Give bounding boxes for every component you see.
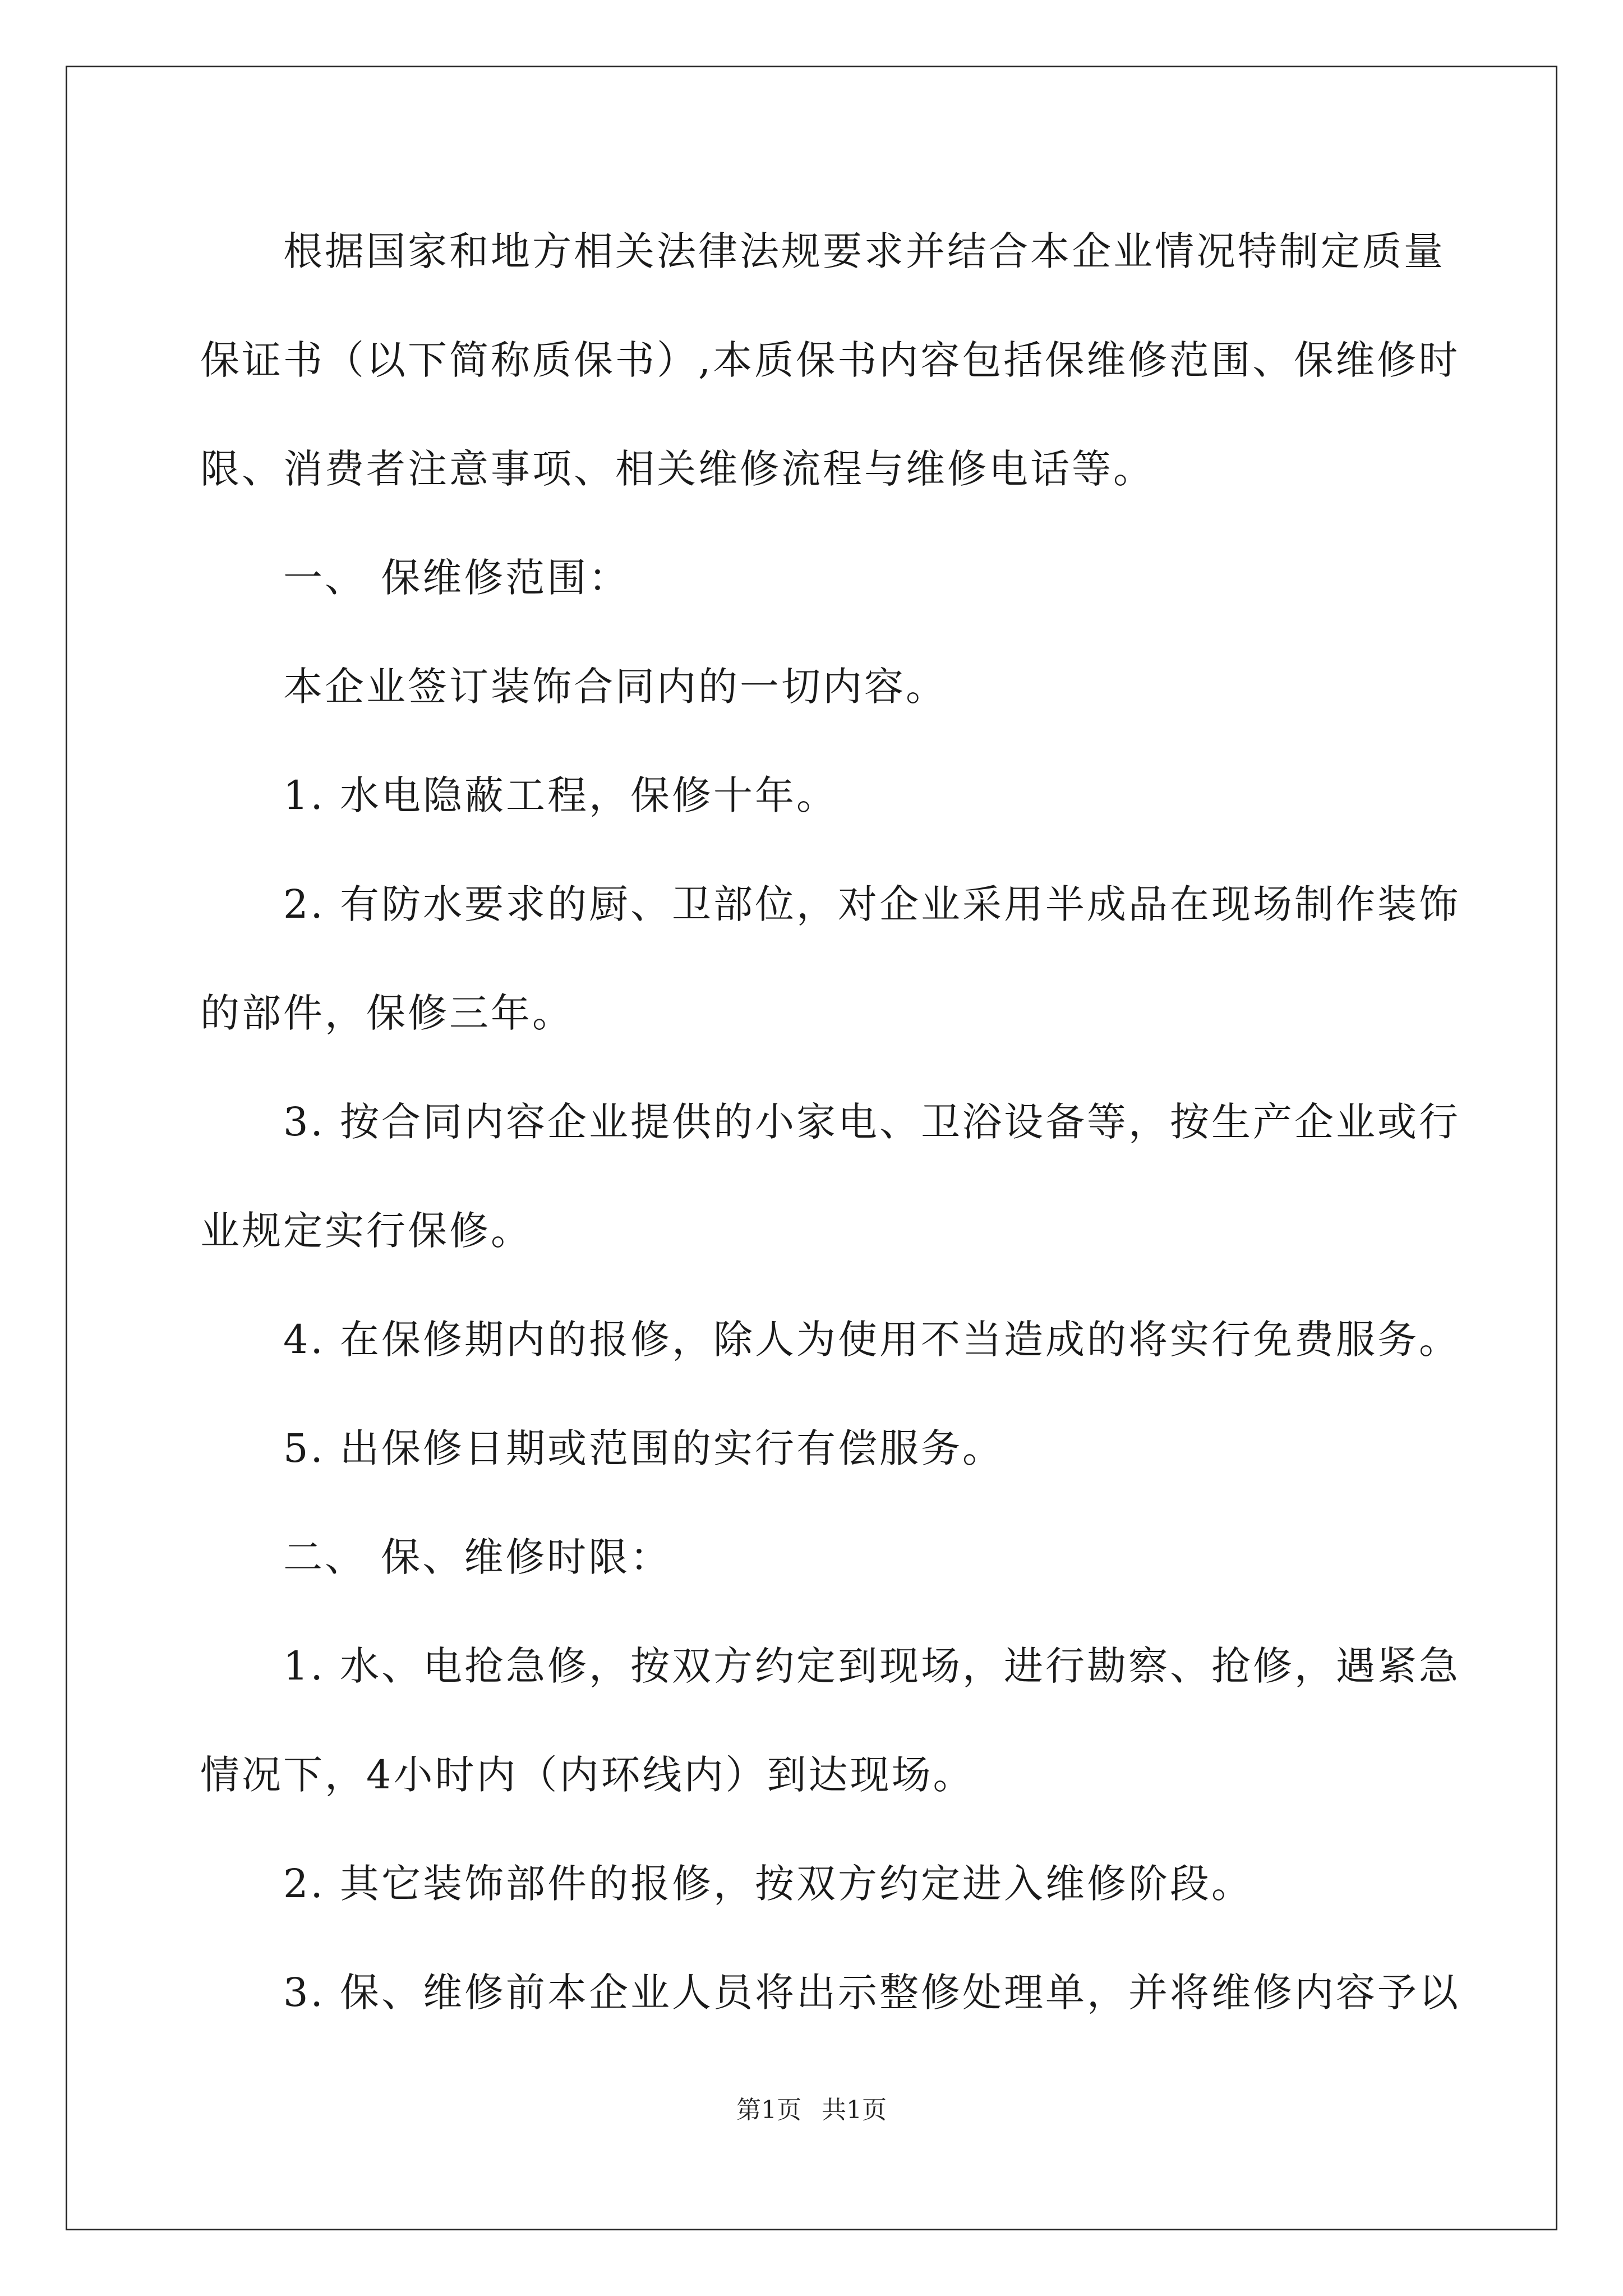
section-heading-time-limit: 二、 保、维修时限： — [283, 1534, 672, 1580]
paragraph-intro-line-1: 根据国家和地方相关法律法规要求并结合本企业情况特制定质量 — [283, 228, 1445, 274]
paragraph-intro-line-2: 保证书（以下简称质保书）,本质保书内容包括保维修范围、保维修时 — [200, 337, 1460, 383]
section-heading-scope: 一、 保维修范围： — [283, 555, 630, 601]
time-item-2: 2. 其它装饰部件的报修，按双方约定进入维修阶段。 — [283, 1861, 1253, 1907]
list-item-4: 4. 在保修期内的报修，除人为使用不当造成的将实行免费服务。 — [283, 1317, 1461, 1363]
list-item-5: 5. 出保修日期或范围的实行有偿服务。 — [283, 1425, 1004, 1471]
list-item-2-line-2: 的部件，保修三年。 — [200, 990, 574, 1036]
time-item-1-line-1: 1. 水、电抢急修，按双方约定到现场，进行勘察、抢修，遇紧急 — [283, 1643, 1461, 1689]
page-number-current: 第1页 — [736, 2096, 801, 2124]
page-number-total: 共1页 — [822, 2096, 887, 2124]
paragraph-intro-line-3: 限、消费者注意事项、相关维修流程与维修电话等。 — [200, 446, 1155, 492]
list-item-1: 1. 水电隐蔽工程，保修十年。 — [283, 772, 838, 818]
list-item-2-line-1: 2. 有防水要求的厨、卫部位，对企业采用半成品在现场制作装饰 — [283, 881, 1461, 927]
list-item-3-line-2: 业规定实行保修。 — [200, 1208, 532, 1254]
time-item-3-line-1: 3. 保、维修前本企业人员将出示整修处理单，并将维修内容予以 — [283, 1970, 1461, 2016]
list-item-3-line-1: 3. 按合同内容企业提供的小家电、卫浴设备等，按生产企业或行 — [283, 1099, 1461, 1145]
paragraph-scope: 本企业签订装饰合同内的一切内容。 — [283, 664, 947, 710]
page-footer — [0, 2095, 1623, 2126]
time-item-1-line-2: 情况下，4小时内（内环线内）到达现场。 — [200, 1752, 975, 1798]
